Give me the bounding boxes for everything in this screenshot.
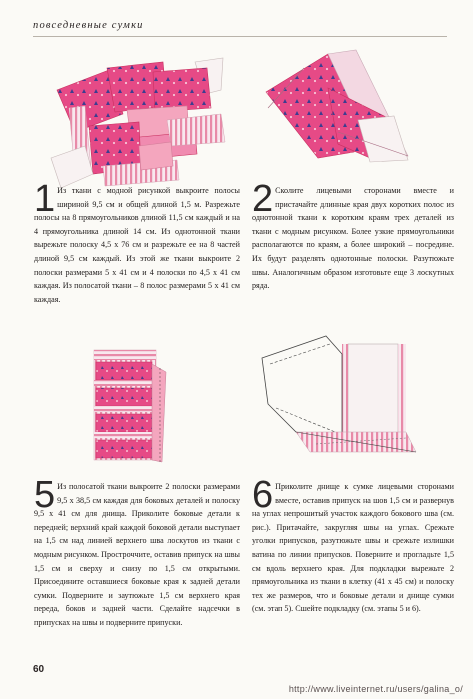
- running-header: повседневные сумки: [33, 20, 144, 31]
- step-5-number: 5: [34, 474, 55, 516]
- step-2-number: 2: [252, 178, 273, 220]
- step-1-text: Из ткани с модной рисункой выкроите полосы шириной 9,5 см и общей длиной 1,5 м. Разрежьте полосы на 8 прямоугольников длиной 11,5 см каждый и на 4 прямоугольника длиной 14 см. Из однотонной ткани вырежьте полоску 4,5 х 76 см и разрежьте ее на 8 частей длиной 9,5 см каждый. Из этой же ткани выкроите 2 полоски размерами 5 х 41 см и 4 полоски по 4,5 х 41 см каждая. Из полосатой ткани – 8 полос размерами 5 х 41 см каждая.: [34, 186, 240, 304]
- watermark-url: http://www.liveinternet.ru/users/galina_o/: [288, 684, 463, 694]
- step-6-number: 6: [252, 474, 273, 516]
- illustration-step-2: [258, 48, 428, 178]
- step-1-number: 1: [34, 178, 55, 220]
- step-5-text: Из полосатой ткани выкроите 2 полоски размерами 9,5 х 38,5 см каждая для боковых деталей и полоску 9,5 х 41 см для днища. Приколите боковые детали к передней; верхний край каждой боковой детали выступает на 1,5 см над линией верхнего шва лоскутов из ткани с модным рисунком. Простроччите, оставив припуск на швы 1,5 см и сверху и снизу по 1,5 см открытыми. Присоедините оставшиеся боковые края к задней детали сумки. Подверните и заутюжьте 1,5 см верхнего края переда, боков и задней части. Сделайте надсечки в припусках на швы и подверните припуски.: [34, 482, 240, 627]
- step-2: [252, 178, 454, 293]
- step-2-text: Сколите лицевыми сторонами вместе и пристачайте длинные края двух коротких полос из однотонной ткани к коротким краям трех деталей из ткани с модным рисунком. Более узкие прямоугольники располагаются по краям, а более широкий – посредине. Их будут разделять однотонные полоски. Разутюжьте швы. Аналогичным образом изготовьте еще 3 лоскутных ряда.: [252, 186, 454, 291]
- illustration-step-6: [256, 334, 428, 458]
- illustration-step-1: [45, 50, 235, 190]
- header-rule: [33, 36, 447, 37]
- step-6-text: Приколите днище к сумке лицевыми сторонами вместе, оставив припуск на шов 1,5 см и развернув на углах непрошитый участок каждого бокового шва (см. рис.). Притачайте, закругляя швы на углах. Срежьте уголки припусков, разутюжьте швы и срежьте излишки ватина по линии припусков. Поверните и прогладьте 1,5 см вдоль верхнего края. Для подкладки вырежьте 2 прямоугольника из ткани в клетку (41 х 45 см) и полоску тех же размеров, что и боковые детали и днище сумки (см. этап 5). Сшейте подкладку (см. этапы 5 и 6).: [252, 482, 454, 614]
- step-5: [34, 474, 240, 630]
- step-1: [34, 178, 240, 306]
- step-6: [252, 474, 454, 616]
- illustration-step-5: [90, 344, 170, 468]
- page-number: 60: [33, 664, 45, 675]
